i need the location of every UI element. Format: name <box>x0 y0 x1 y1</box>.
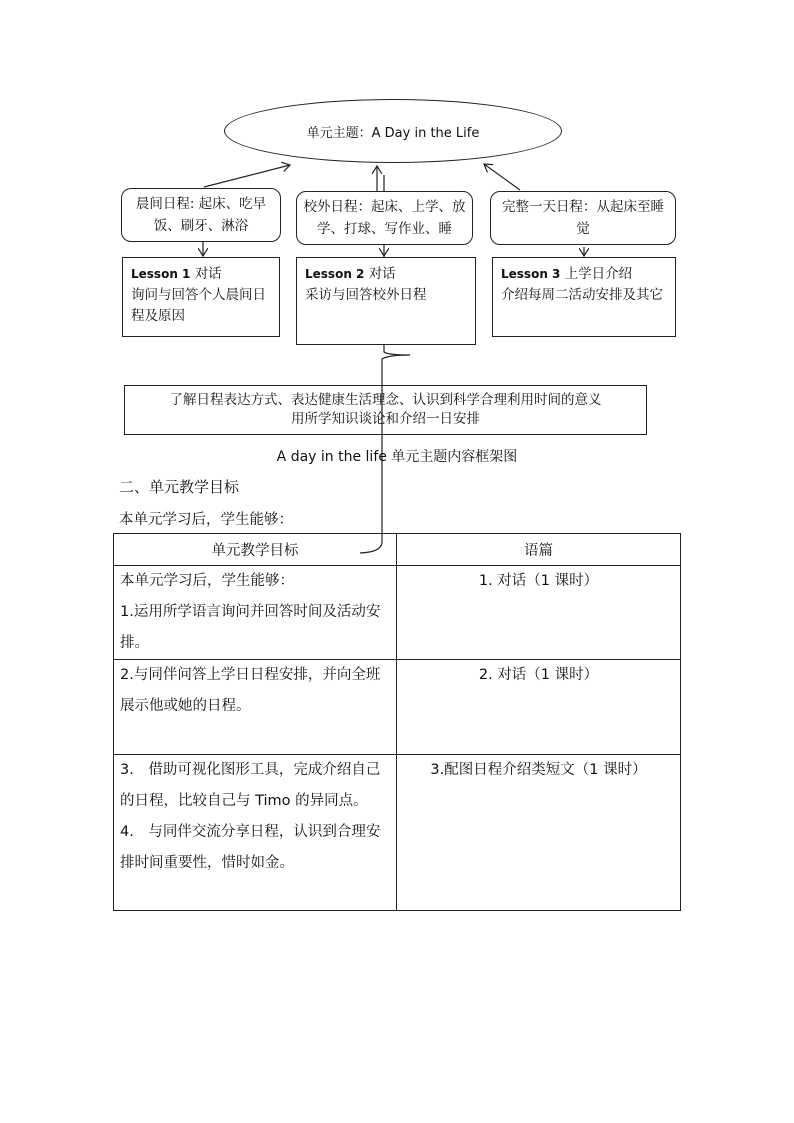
goals-cell <box>114 755 397 911</box>
topic-label: 完整一天日程：从起床至睡觉 <box>502 199 664 237</box>
header-goals: 单元教学目标 <box>114 534 397 566</box>
topic-box-afterschool <box>296 191 473 245</box>
text-cell: 2. 对话（1 课时） <box>397 660 681 755</box>
lesson-type: 上学日介绍 <box>564 266 633 282</box>
lesson-desc: 询问与回答个人晨间日程及原因 <box>131 287 266 324</box>
goal-item: 本单元学习后，学生能够： <box>120 573 294 589</box>
lesson-box-3 <box>492 257 676 337</box>
table-row <box>114 566 681 660</box>
topic-label: 校外日程：起床、上学、放学、打球、写作业、睡 <box>303 199 466 237</box>
lesson-box-1 <box>122 257 280 337</box>
table-header-row <box>114 534 681 566</box>
lesson-type: 对话 <box>194 266 222 282</box>
theme-label: 单元主题：A Day in the Life <box>306 125 480 141</box>
theme-ellipse <box>224 99 562 163</box>
lesson-desc: 采访与回答校外日程 <box>305 287 427 303</box>
table-row <box>114 755 681 911</box>
goals-table <box>113 533 681 911</box>
lesson-type: 对话 <box>368 266 396 282</box>
goal-item: 1.运用所学语言询问并回答时间及活动安排。 <box>120 604 381 651</box>
goal-item: 3. 借助可视化图形工具，完成介绍自己的日程，比较自己与 Timo 的异同点。 <box>120 762 381 809</box>
text-cell: 3.配图日程介绍类短文（1 课时） <box>397 755 681 911</box>
lesson-title: Lesson 3 <box>501 267 561 281</box>
goal-item: 4. 与同伴交流分享日程，认识到合理安排时间重要性，惜时如金。 <box>120 824 381 871</box>
lesson-title: Lesson 2 <box>305 267 365 281</box>
unit-goal-box <box>124 385 647 435</box>
lesson-box-2 <box>296 257 476 345</box>
lesson-desc: 介绍每周二活动安排及其它 <box>501 287 663 303</box>
topic-label: 晨间日程: 起床、吃早饭、刷牙、淋浴 <box>135 196 267 234</box>
goal-line-1: 了解日程表达方式、表达健康生活理念、认识到科学合理利用时间的意义 <box>169 392 602 408</box>
text-cell: 1. 对话（1 课时） <box>397 566 681 660</box>
topic-box-morning <box>121 188 281 242</box>
topic-box-fullday <box>490 191 676 245</box>
diagram-caption: A day in the life 单元主题内容框架图 <box>276 449 518 465</box>
table-row <box>114 660 681 755</box>
lesson-title: Lesson 1 <box>131 267 191 281</box>
goal-line-2: 用所学知识谈论和介绍一日安排 <box>291 411 480 427</box>
header-text: 语篇 <box>397 534 681 566</box>
goals-cell <box>114 566 397 660</box>
arrow-topic1-to-theme <box>204 165 290 187</box>
goals-cell <box>114 660 397 755</box>
goal-item: 2.与同伴问答上学日日程安排，并向全班展示他或她的日程。 <box>120 667 381 714</box>
arrow-topic3-to-theme <box>484 164 520 190</box>
section-heading: 二、单元教学目标 <box>119 478 240 496</box>
section-intro: 本单元学习后，学生能够： <box>119 512 293 528</box>
